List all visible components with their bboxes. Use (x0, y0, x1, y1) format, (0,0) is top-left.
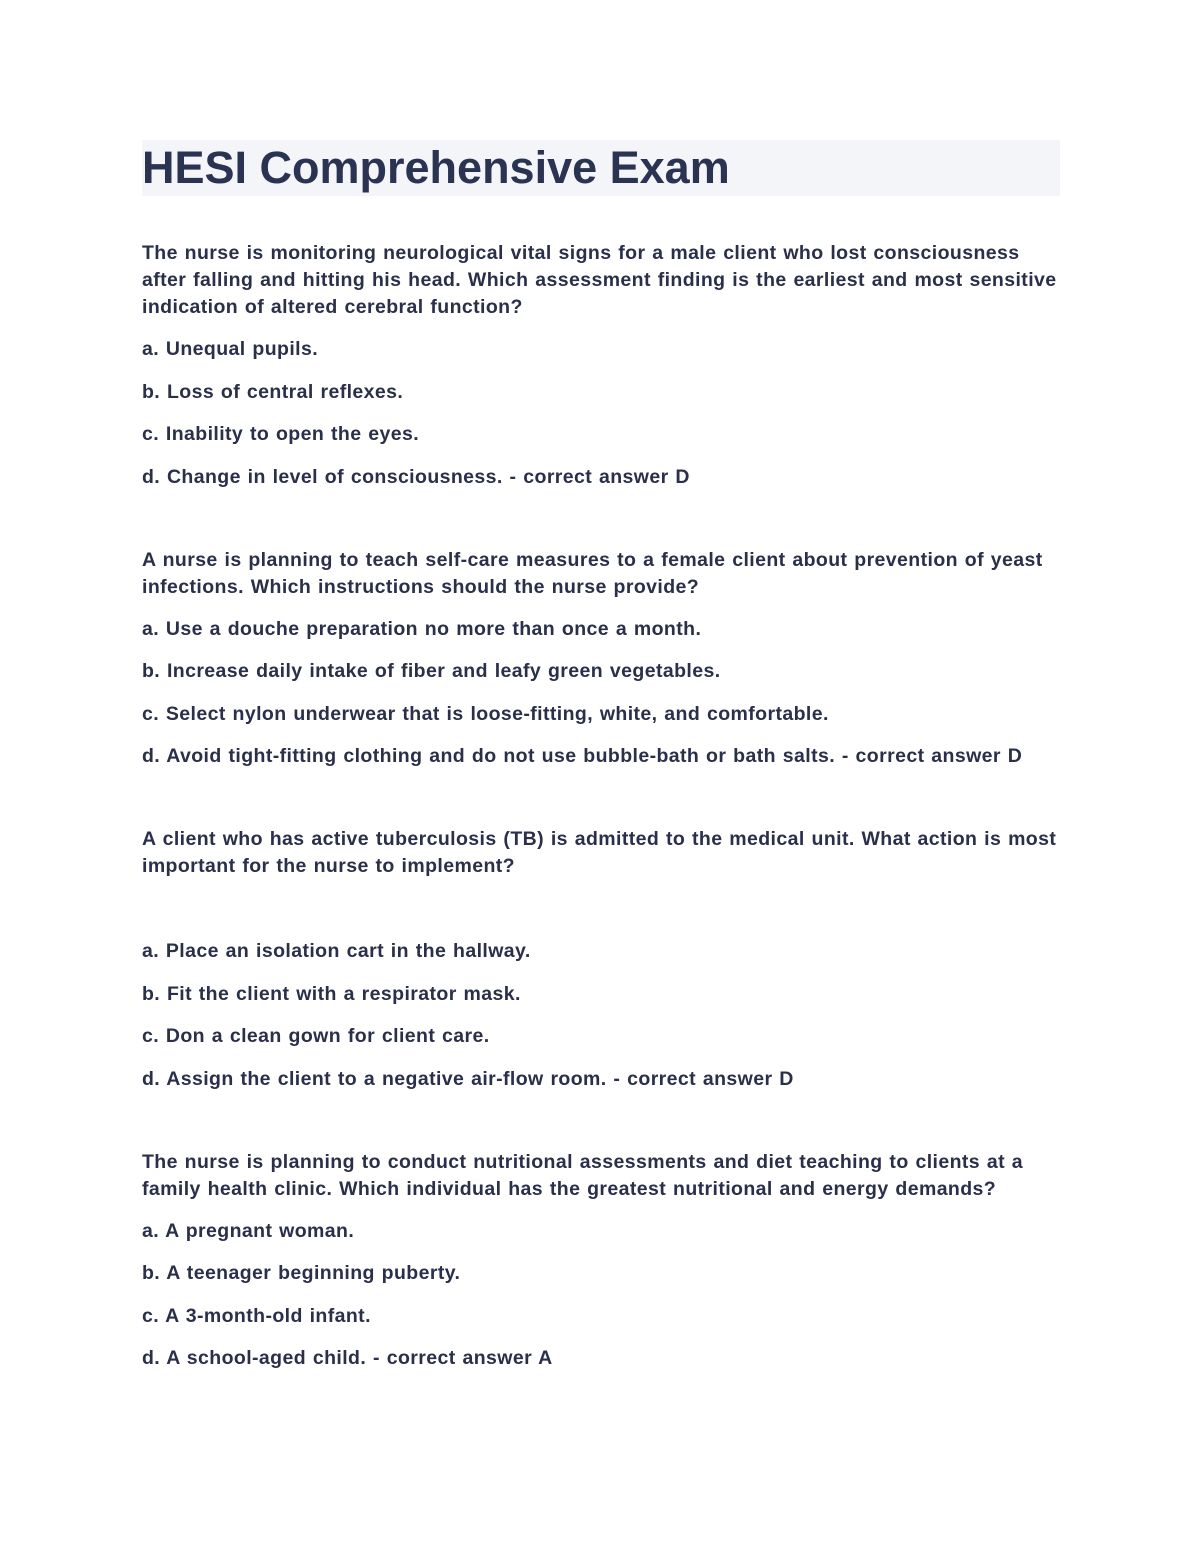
answer-option-d: d. Avoid tight-fitting clothing and do not use bubble-bath or bath salts. - correct answer D (142, 745, 1023, 767)
page-title: HESI Comprehensive Exam (142, 142, 730, 193)
answer-option-d: d. Assign the client to a negative air-flow room. - correct answer D (142, 1067, 794, 1090)
question-stem: A nurse is planning to teach self-care measures to a female client about prevention of yeast infections. Which instructions should the nurse provide? (142, 548, 1043, 598)
answer-option-a: a. A pregnant woman. (142, 1219, 355, 1242)
question-stem: A client who has active tuberculosis (TB) is admitted to the medical unit. What action is most important for the nurse to implement? (142, 828, 1057, 877)
answer-option-a: a. Use a douche preparation no more than once a month. (142, 617, 702, 640)
question-4 (142, 1149, 1060, 1373)
answer-option-a: a. Unequal pupils. (142, 338, 319, 360)
answer-option-c: c. Don a clean gown for client care. (142, 1025, 490, 1047)
answer-option-c: c. Inability to open the eyes. (142, 423, 420, 445)
question-2 (142, 547, 1060, 771)
document-page (142, 140, 1060, 1428)
title-bar (142, 140, 1060, 196)
answer-option-b: b. A teenager beginning puberty. (142, 1262, 461, 1284)
question-stem: The nurse is monitoring neurological vital signs for a male client who lost consciousness after falling and hitting his head. Which assessment finding is the earliest and most sensitive indication of altered cerebral function? (142, 242, 1057, 318)
answer-option-c: c. Select nylon underwear that is loose-fitting, white, and comfortable. (142, 702, 829, 725)
question-1 (142, 240, 1060, 491)
answer-option-c: c. A 3-month-old infant. (142, 1304, 371, 1327)
question-3 (142, 826, 1060, 1093)
answer-option-b: b. Fit the client with a respirator mask. (142, 982, 521, 1005)
answer-option-d: d. Change in level of consciousness. - correct answer D (142, 465, 690, 488)
answer-option-d: d. A school-aged child. - correct answer A (142, 1347, 553, 1369)
answer-option-b: b. Loss of central reflexes. (142, 380, 404, 403)
answer-option-a: a. Place an isolation cart in the hallway. (142, 940, 531, 962)
answer-option-b: b. Increase daily intake of fiber and leafy green vegetables. (142, 660, 721, 682)
question-stem: The nurse is planning to conduct nutritional assessments and diet teaching to clients at a family health clinic. Which individual has the greatest nutritional and energy demands? (142, 1150, 1024, 1200)
